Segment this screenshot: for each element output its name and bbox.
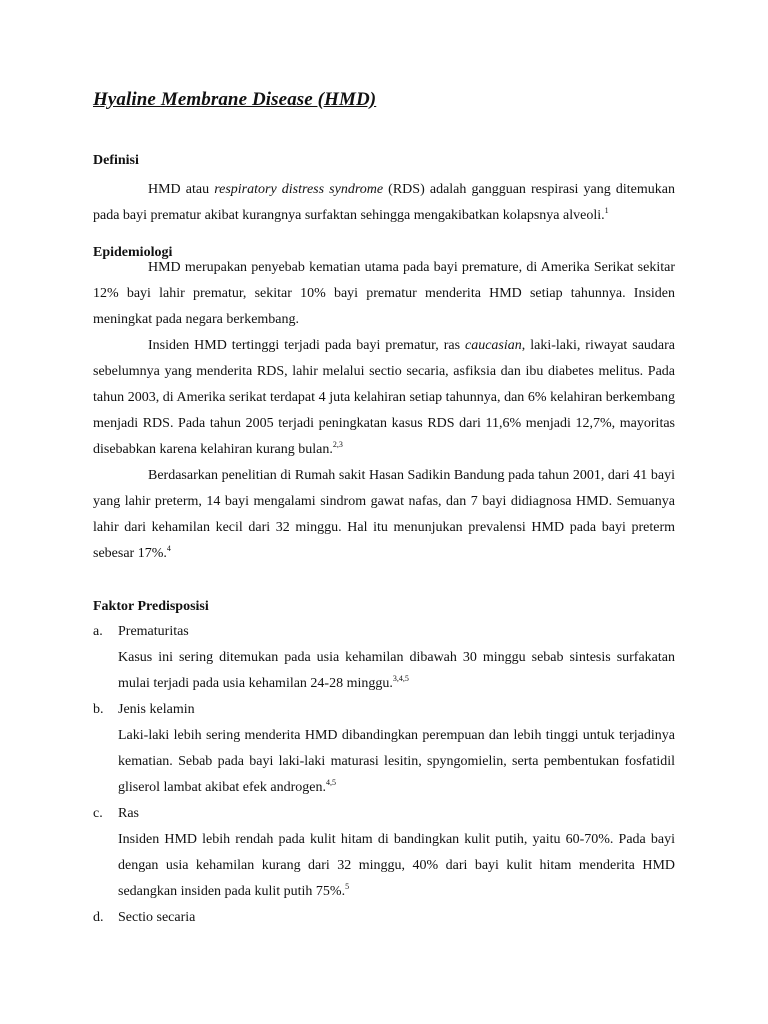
list-marker: b. (93, 702, 104, 717)
paragraph-definisi (93, 177, 675, 229)
list-item-label: Sectio secaria (118, 910, 196, 925)
section-definisi (93, 151, 675, 229)
list-item-label: Ras (118, 806, 139, 821)
paragraph-epidemiologi-3 (93, 463, 675, 567)
italic-term: caucasian (465, 338, 522, 353)
citation-ref: 4 (166, 544, 171, 553)
list-item-label: Prematuritas (118, 624, 189, 639)
text-run: (RDS) adalah gangguan respirasi yang ditemukan pada bayi prematur akibat kurangnya surfaktan sehingga mengakibatkan kolapsnya alveoli. (93, 182, 675, 223)
citation-ref: 5 (345, 882, 350, 891)
text-run: Insiden HMD lebih rendah pada kulit hitam di bandingkan kulit putih, yaitu 60-70%. Pada bayi dengan usia kehamilan kurang dari 32 minggu, 40% dari bayi kulit hitam menderita HMD sedangkan insiden pada kulit putih 75%. (118, 832, 675, 899)
section-heading-epidemiologi: Epidemiologi (93, 245, 173, 260)
list-marker: c. (93, 806, 103, 821)
italic-term: respiratory distress syndrome (214, 182, 384, 197)
list-marker: a. (93, 624, 103, 639)
text-run: HMD merupakan penyebab kematian utama pada bayi premature, di Amerika Serikat sekitar 12% bayi lahir prematur, sekitar 10% bayi prematur menderita HMD setiap tahunnya. Insiden meningkat pada negara berkembang. (93, 260, 675, 327)
list-item-label: Jenis kelamin (118, 702, 195, 717)
text-run: , laki-laki, riwayat saudara sebelumnya yang menderita RDS, lahir melalui sectio secaria, asfiksia dan ibu diabetes melitus. Pada tahun 2003, di Amerika serikat terdapat 4 juta kelahiran setiap tahunnya, dan 6% kelahiran berkembang menjadi RDS. Pada tahun 2005 terjadi peningkatan kasus RDS dari 11,6% menjadi 12,7%, mayoritas disebabkan karena kelahiran kurang bulan. (93, 338, 675, 457)
citation-ref: 4,5 (325, 778, 336, 787)
document-title: Hyaline Membrane Disease (HMD) (93, 89, 377, 110)
list-item-text (118, 645, 675, 697)
paragraph-epidemiologi-1 (93, 255, 675, 333)
paragraph-epidemiologi-2 (93, 333, 675, 463)
list-item-sectio-secaria (93, 905, 675, 931)
section-heading-faktor: Faktor Predisposisi (93, 599, 209, 614)
citation-ref: 2,3 (332, 440, 343, 449)
list-item-text (118, 827, 675, 905)
text-run: Berdasarkan penelitian di Rumah sakit Hasan Sadikin Bandung pada tahun 2001, dari 41 bayi yang lahir preterm, 14 bayi mengalami sindrom gawat nafas, dan 7 bayi didiagnosa HMD. Semuanya lahir dari kehamilan kecil dari 32 minggu. Hal itu menunjukan prevalensi HMD pada bayi preterm sebesar 17%. (93, 468, 675, 561)
text-run: Laki-laki lebih sering menderita HMD dibandingkan perempuan dan lebih tinggi untuk terjadinya kematian. Sebab pada bayi laki-laki maturasi lesitin, spyngomielin, serta pembentukan fosfatidil gliserol lambat akibat efek androgen. (118, 728, 675, 795)
text-run: Kasus ini sering ditemukan pada usia kehamilan dibawah 30 minggu sebab sintesis surfakatan mulai terjadi pada usia kehamilan 24-28 minggu. (118, 650, 675, 691)
list-item-jenis-kelamin (93, 697, 675, 801)
section-heading-definisi: Definisi (93, 153, 139, 168)
list-marker: d. (93, 910, 104, 925)
section-epidemiologi (93, 243, 675, 567)
text-run: Insiden HMD tertinggi terjadi pada bayi prematur, ras (148, 338, 465, 353)
list-item-ras (93, 801, 675, 905)
section-faktor-predisposisi (93, 597, 675, 931)
citation-ref: 3,4,5 (392, 674, 409, 683)
list-item-text (118, 723, 675, 801)
faktor-list (93, 619, 675, 931)
list-item-prematuritas (93, 619, 675, 697)
text-run: HMD atau (148, 182, 215, 197)
citation-ref: 1 (604, 206, 609, 215)
